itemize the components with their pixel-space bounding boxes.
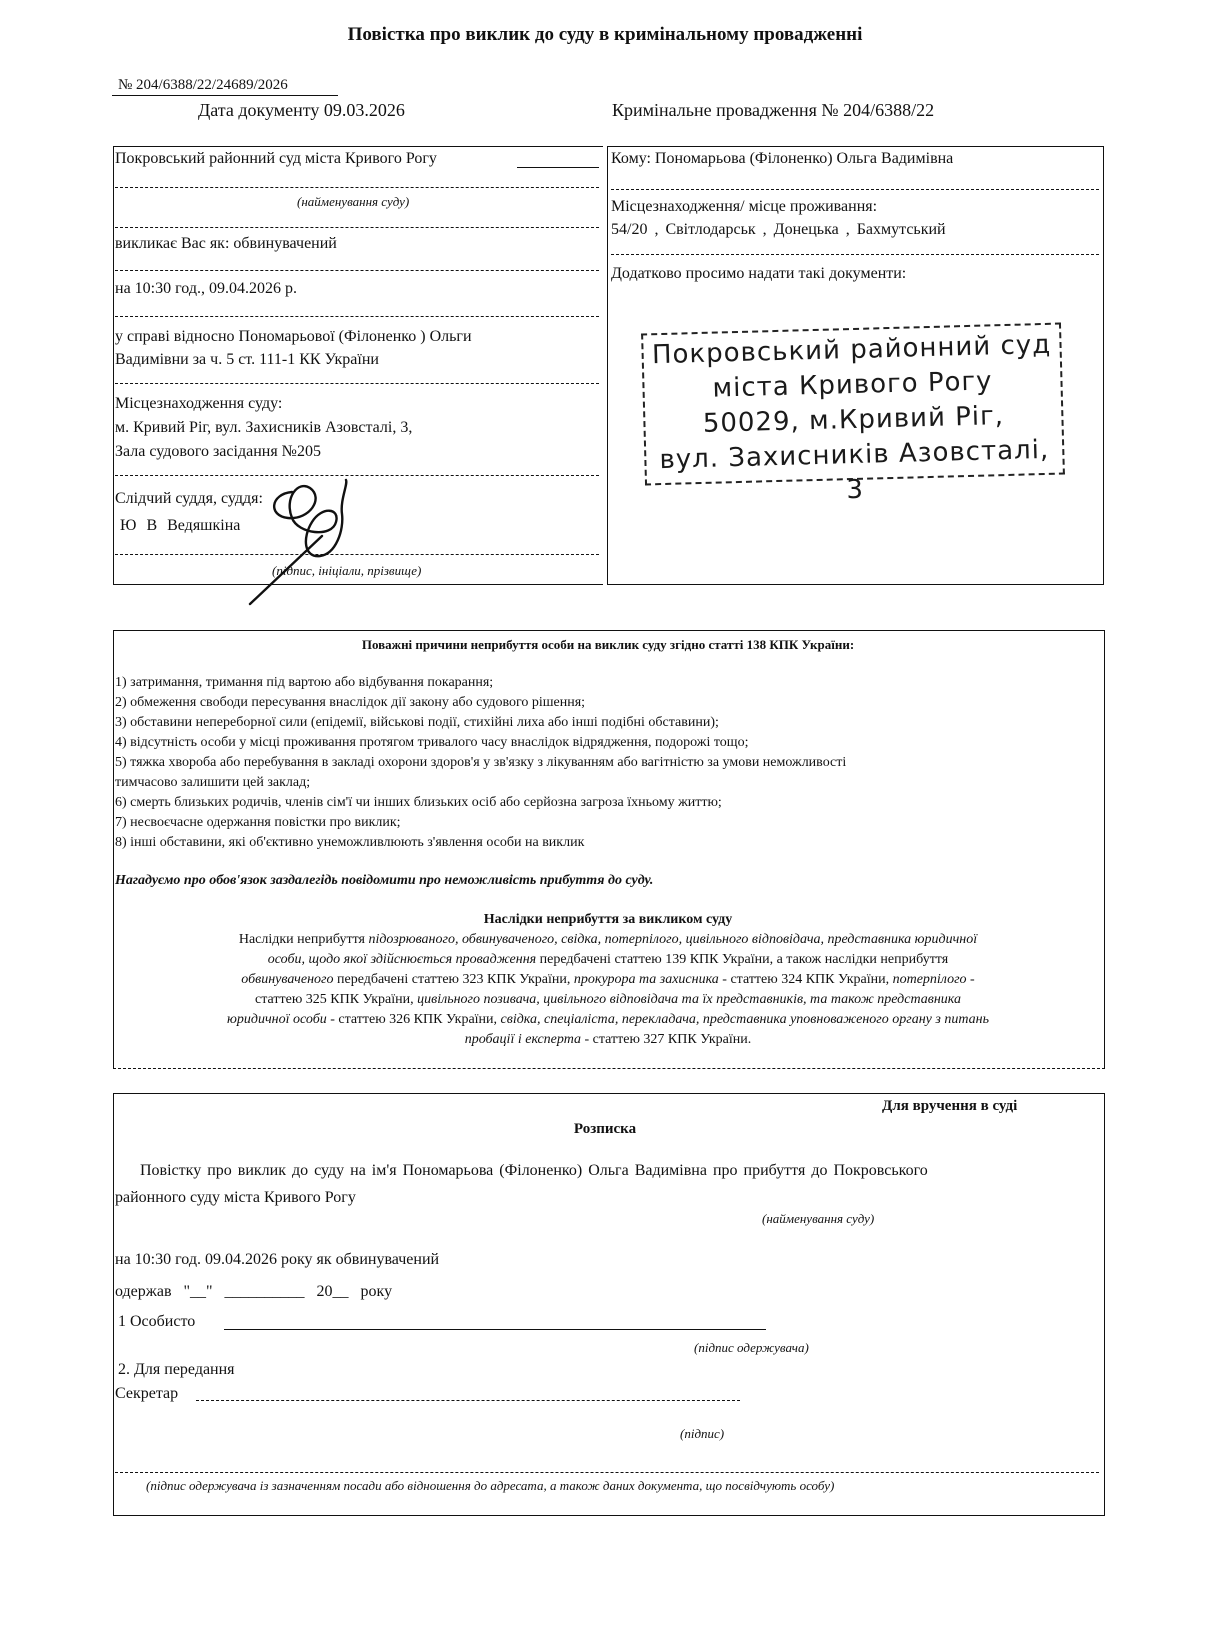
consequences-heading: Наслідки неприбуття за викликом суду [483, 912, 733, 927]
reason-item: 8) інші обставини, які об'єктивно унеможливлюють з'явлення особи на виклик [115, 835, 585, 850]
document-date: Дата документу 09.03.2026 [198, 100, 405, 120]
courtroom: Зала судового засідання №205 [115, 443, 321, 460]
personally-label: 1 Особисто [118, 1313, 196, 1330]
residence-label: Місцезнаходження/ місце проживання: [611, 198, 878, 215]
for-court-label: Для вручення в суді [882, 1098, 1018, 1114]
consequences-text: свідка, спеціаліста, перекладача, представника уповноваженого органу з питань [500, 1012, 989, 1027]
receipt-text: районного суду міста Кривого Рогу [115, 1189, 356, 1206]
case-description: Вадимівни за ч. 5 ст. 111-1 КК України [115, 351, 379, 368]
case-description: у справі відносно Пономарьової (Філоненко ) Ольги [115, 328, 472, 345]
consequences-text: - [966, 972, 975, 987]
consequences-text: пробації і експерта [464, 1032, 581, 1047]
summons-role: викликає Вас як: обвинувачений [115, 235, 337, 252]
consequences-text: - статтею 324 КПК України, [718, 972, 893, 987]
judge-signature-icon [240, 478, 370, 608]
judge-label: Слідчий суддя, суддя: [115, 490, 263, 507]
consequences-text: - статтею 327 КПК України. [580, 1032, 752, 1047]
reason-item: 5) тяжка хвороба або перебування в закладі охорони здоров'я у зв'язку з лікуванням або вагітністю за умови неможливості [115, 755, 847, 770]
receipt-title: Розписка [573, 1121, 637, 1137]
consequences-line [113, 972, 1103, 988]
transfer-label: 2. Для передання [118, 1361, 235, 1378]
court-stamp [641, 323, 1065, 506]
recipient-sign-caption: (підпис одержувача) [694, 1340, 809, 1355]
court-name-fill-line [517, 167, 599, 168]
divider [115, 187, 599, 188]
summons-datetime: на 10:30 год., 09.04.2026 р. [115, 280, 297, 297]
reason-item: 7) несвоєчасне одержання повістки про виклик; [115, 815, 401, 830]
divider [115, 270, 599, 271]
secretary-label: Секретар [115, 1385, 179, 1402]
document-number: № 204/6388/22/24689/2026 [118, 77, 288, 93]
reason-item: 3) обставини непереборної сили (епідемії, військові події, стихійні лиха або інші подібні обставини); [115, 715, 719, 730]
receipt-text: Повістку про виклик до суду на ім'я Пономарьова (Філоненко) Ольга Вадимівна про прибуття до Покровського [140, 1162, 928, 1179]
received-date: одержав "__" __________ 20__ року [115, 1283, 393, 1300]
consequences-text: передбачені статтею 139 КПК України, а також наслідки неприбуття [536, 952, 949, 967]
divider [115, 475, 599, 476]
divider [611, 189, 1099, 190]
case-number: Кримінальне провадження № 204/6388/22 [612, 100, 935, 120]
consequences-line [113, 992, 1103, 1008]
reason-item: 1) затримання, тримання під вартою або відбування покарання; [115, 675, 494, 690]
personally-sign-line [224, 1329, 766, 1330]
judge-name: Ю В Ведяшкіна [120, 517, 241, 534]
divider [115, 227, 599, 228]
stamp-line: міста Кривого Рогу [712, 366, 993, 404]
consequences-text: прокурора та захисника [573, 972, 719, 987]
consequences-text: потерпілого [892, 972, 967, 987]
footer-caption: (підпис одержувача із зазначенням посади або відношення до адресата, а також даних документа, що посвідчують особу) [146, 1478, 835, 1493]
consequences-line [113, 932, 1103, 948]
recipient: Кому: Пономарьова (Філоненко) Ольга Вадимівна [611, 150, 954, 167]
court-caption: (найменування суду) [297, 194, 410, 209]
divider [115, 383, 599, 384]
additional-documents: Додатково просимо надати такі документи: [611, 265, 907, 282]
consequences-text: цивільного позивача, цивільного відповідача та їх представників, та також представника [417, 992, 961, 1007]
consequences-text: - статтею 326 КПК України, [326, 1012, 501, 1027]
residence-value: 54/20 , Світлодарськ , Донецька , Бахмутський [611, 221, 946, 238]
stamp-line: Покровський районний суд [651, 329, 1052, 371]
receipt-panel [113, 1093, 1105, 1516]
stamp-line: вул. Захисників Азовсталі, 3 [659, 434, 1050, 506]
consequences-text: підозрюваного, обвинуваченого, свідка, потерпілого, цивільного відповідача, представника юридичної [368, 932, 978, 947]
stamp-line: 50029, м.Кривий Ріг, [702, 401, 1005, 439]
receipt-court-caption: (найменування суду) [762, 1211, 875, 1226]
consequences-text: статтею 325 КПК України, [255, 992, 418, 1007]
consequences-text: Наслідки неприбуття [238, 932, 369, 947]
reason-item: 4) відсутність особи у місці проживання протягом тривалого часу внаслідок відрядження, подорожі тощо; [115, 735, 749, 750]
sign-caption: (підпис) [680, 1426, 725, 1441]
court-name: Покровський районний суд міста Кривого Рогу [115, 150, 437, 167]
reminder: Нагадуємо про обов'язок заздалегідь повідомити про неможливість прибуття до суду. [115, 873, 654, 888]
consequences-text: обвинуваченого [241, 972, 334, 987]
divider [611, 254, 1099, 255]
footer-line [115, 1472, 1099, 1473]
divider [115, 316, 599, 317]
number-underline [112, 95, 338, 96]
court-location-label: Місцезнаходження суду: [115, 395, 283, 412]
consequences-text: особи, щодо якої здійснюється провадження [267, 952, 537, 967]
reasons-heading: Поважні причини неприбуття особи на виклик суду згідно статті 138 КПК України: [361, 637, 855, 652]
signature-caption: (підпис, ініціали, прізвище) [272, 563, 422, 578]
consequences-line [113, 1032, 1103, 1048]
receipt-datetime: на 10:30 год. 09.04.2026 року як обвинувачений [115, 1251, 440, 1268]
court-address: м. Кривий Ріг, вул. Захисників Азовсталі, 3, [115, 419, 413, 436]
reason-item: 6) смерть близьких родичів, членів сім'ї чи інших близьких осіб або серйозна загроза їхньому життю; [115, 795, 722, 810]
consequences-text: юридичної особи [227, 1012, 327, 1027]
consequences-line [113, 1012, 1103, 1028]
consequences-line [113, 952, 1103, 968]
page-title: Повістка про виклик до суду в кримінальному провадженні [347, 24, 863, 45]
secretary-sign-line [196, 1400, 740, 1401]
reason-item: 2) обмеження свободи пересування внаслідок дії закону або судового рішення; [115, 695, 586, 710]
reason-item: тимчасово залишити цей заклад; [115, 775, 311, 790]
consequences-text: передбачені статтею 323 КПК України, [333, 972, 574, 987]
